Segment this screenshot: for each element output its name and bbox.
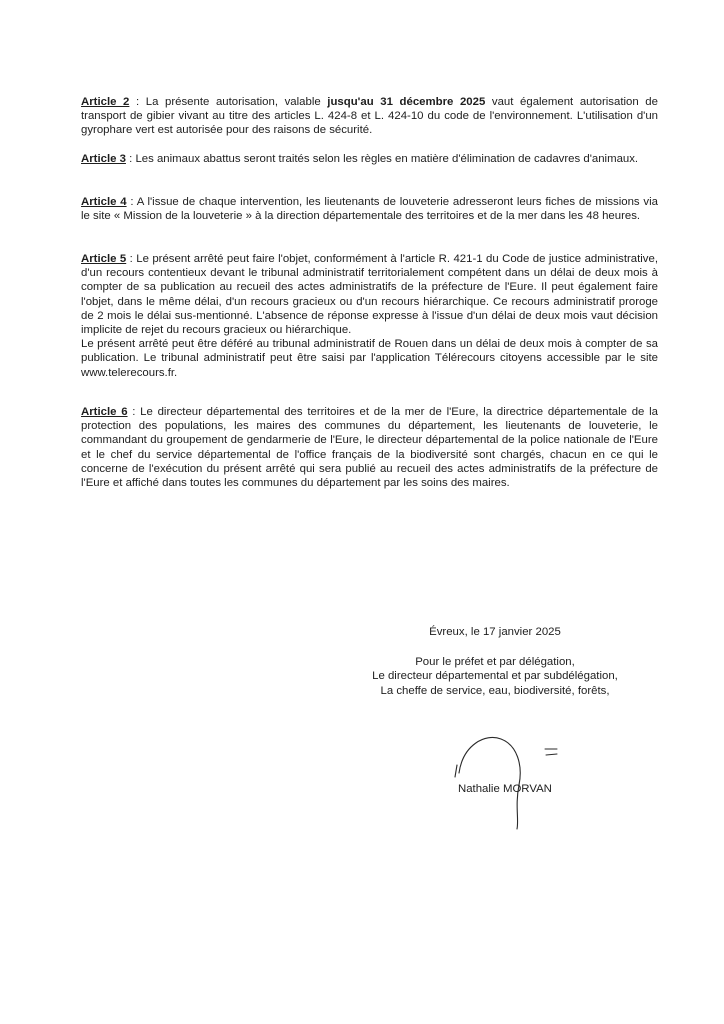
article-2-paragraph <box>81 95 658 138</box>
article-5-label: Article 5 <box>81 253 127 265</box>
handwritten-signature <box>445 725 565 835</box>
delegation-line-1: Pour le préfet et par délégation, <box>415 655 575 668</box>
delegation-line-2: Le directeur départemental et par subdélégation, <box>372 670 618 682</box>
article-6-label: Article 6 <box>81 406 128 418</box>
article-2-deadline: jusqu'au 31 décembre 2025 <box>327 96 486 108</box>
delegation-line-3: La cheffe de service, eau, biodiversité, forêts, <box>380 684 610 697</box>
article-5-paragraph <box>81 252 658 337</box>
article-6-paragraph <box>81 405 658 490</box>
article-5-paragraph-2: Le présent arrêté peut être déféré au tribunal administratif de Rouen dans un délai de deux mois à compter de sa publication. Le tribunal administratif peut être saisi par l'application Télérecours citoyens accessible par le site www.telerecours.fr. <box>81 338 658 379</box>
article-6-text: : Le directeur départemental des territoires et de la mer de l'Eure, la directrice départementale de la protection des populations, les maires des communes du département, les lieutenants de louveterie, le commandant du groupement de gendarmerie de l'Eure, le directeur départemental de la police nationale de l'Eure et le chef du service départemental de l'office français de la biodiversité sont chargés, chacun en ce qui le concerne de l'exécution du présent arrêté qui sera publié au recueil des actes administratifs de la préfecture de l'Eure et affiché dans toutes les communes du département par les soins des maires. <box>81 406 658 490</box>
article-4 <box>81 195 658 223</box>
article-4-paragraph <box>81 195 658 223</box>
signature-date: Évreux, le 17 janvier 2025 <box>429 626 561 638</box>
article-2-text-post: vaut également autorisation de transport de gibier vivant au titre des articles L. 424-8 et L. 424-10 du code de l'environnement. L'utilisation d'un gyrophare vert est autorisée pour des raisons de sécurité. <box>81 96 658 137</box>
signature-block <box>340 625 650 698</box>
article-3-label: Article 3 <box>81 153 126 165</box>
article-4-label: Article 4 <box>81 196 127 208</box>
article-2 <box>81 95 658 138</box>
signer-name: Nathalie MORVAN <box>458 783 552 795</box>
article-5-text: : Le présent arrêté peut faire l'objet, conformément à l'article R. 421-1 du Code de justice administrative, d'un recours contentieux devant le tribunal administratif territorialement compétent dans un délai de deux mois à compter de sa publication au recueil des actes administratifs de la préfecture de l'Eure. Il peut également faire l'objet, dans le même délai, d'un recours gracieux ou d'un recours hiérarchique. Ce recours administratif proroge de 2 mois le délai sus-mentionné. L'absence de réponse expresse à l'issue d'un délai de deux mois vaut décision implicite de rejet du recours gracieux ou hiérarchique. <box>81 253 658 337</box>
article-5 <box>81 252 658 380</box>
article-3-text: : Les animaux abattus seront traités selon les règles en matière d'élimination de cadavres d'animaux. <box>125 153 639 165</box>
article-4-text: : A l'issue de chaque intervention, les lieutenants de louveterie adresseront leurs fiches de missions via le site « Mission de la louveterie » à la direction départementale des territoires et de la mer dans les 48 heures. <box>81 196 658 223</box>
article-3-paragraph <box>81 152 658 166</box>
article-2-text-pre: : La présente autorisation, valable <box>129 96 328 108</box>
article-2-label: Article 2 <box>81 96 130 108</box>
article-6 <box>81 405 658 490</box>
article-3 <box>81 152 658 166</box>
